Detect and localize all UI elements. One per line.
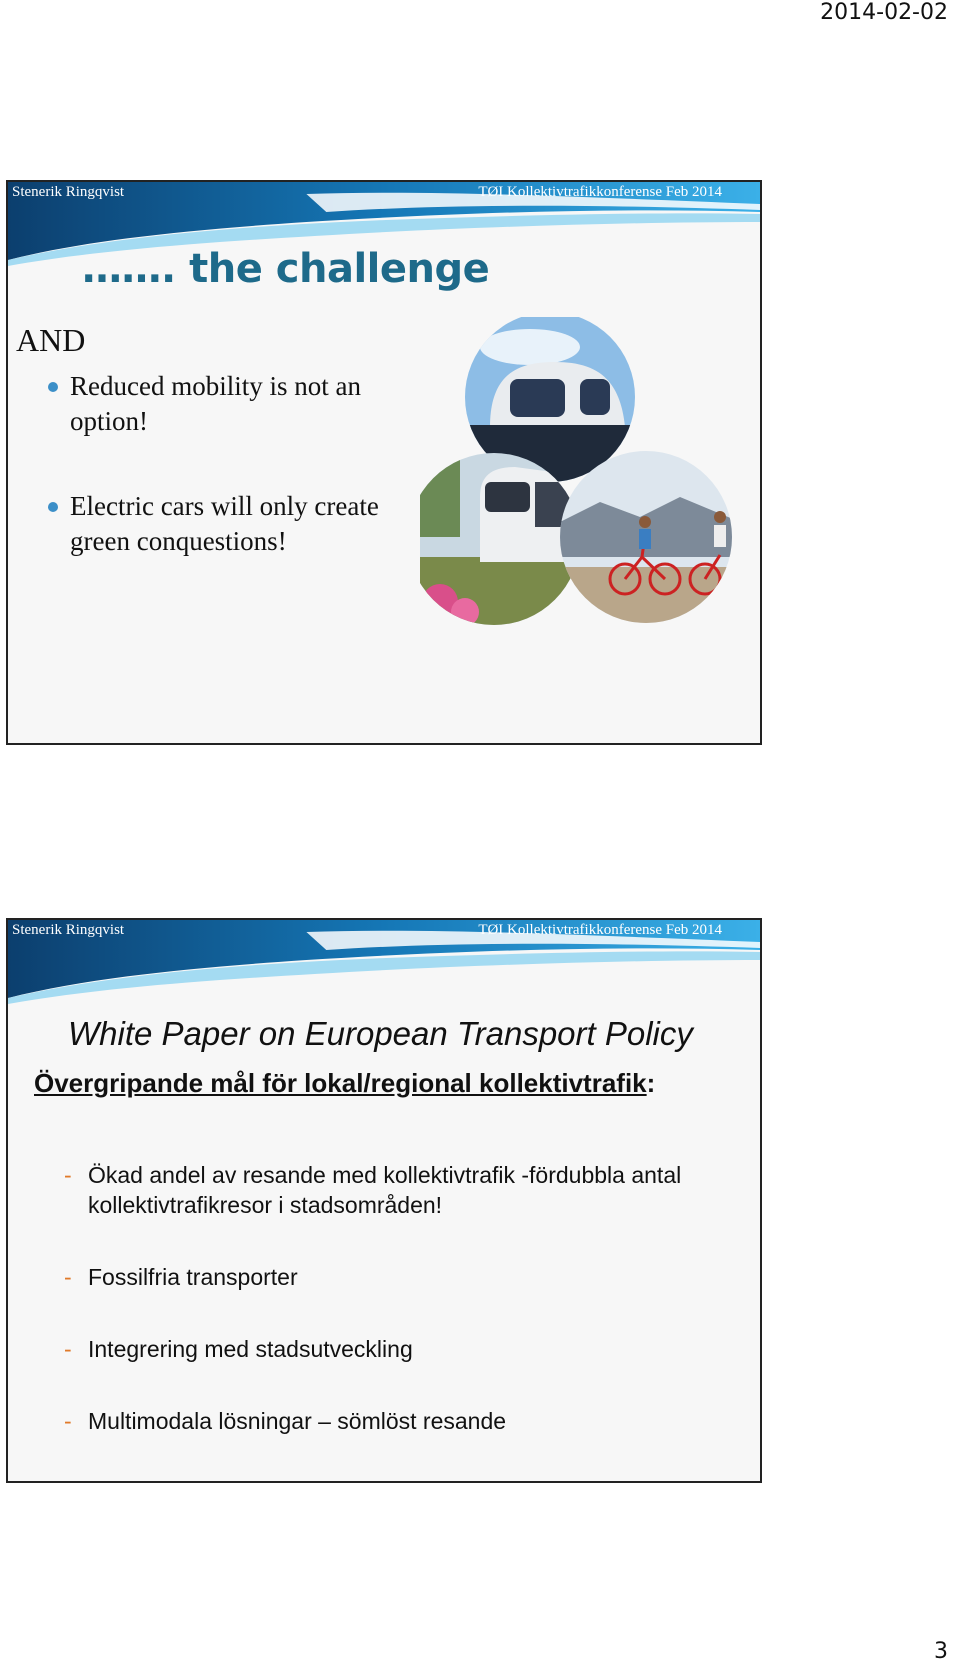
bullet-icon	[48, 382, 58, 392]
slide-challenge	[6, 180, 762, 745]
list-item: - Multimodala lösningar – sömlöst resande	[64, 1408, 507, 1434]
dash-bullet: -	[64, 1162, 72, 1188]
intro-text: AND	[16, 322, 86, 358]
conference-name: TØI Kollektivtrafikkonferense Feb 2014	[478, 922, 722, 938]
goals-list	[64, 1160, 754, 1436]
presenter-name: Stenerik Ringqvist	[12, 922, 125, 938]
page-date: 2014-02-02	[820, 0, 948, 25]
dash-bullet: -	[64, 1336, 72, 1362]
subtitle-text: Övergripande mål för lokal/regional kollektivtrafik	[34, 1068, 647, 1098]
list-item: Reduced mobility is not an option!	[48, 369, 428, 439]
dash-bullet: -	[64, 1408, 72, 1434]
slide-title: ……. the challenge	[82, 246, 490, 292]
transport-photo-collage	[420, 317, 760, 627]
page-number: 3	[934, 1639, 948, 1664]
conference-name: TØI Kollektivtrafikkonferense Feb 2014	[478, 184, 722, 200]
dash-bullet: -	[64, 1264, 72, 1290]
presenter-name: Stenerik Ringqvist	[12, 184, 125, 200]
slide-white-paper	[6, 918, 762, 1483]
bullet-list	[48, 369, 428, 609]
subtitle-colon: :	[646, 1068, 656, 1098]
slide-title: White Paper on European Transport Policy	[68, 1015, 693, 1052]
bullet-icon	[48, 502, 58, 512]
list-item: Electric cars will only create green conquestions!	[48, 489, 428, 559]
list-item: - Ökad andel av resande med kollektivtrafik -fördubbla antal kollektivtrafikresor i stadsområden!	[64, 1162, 682, 1218]
list-item: - Integrering med stadsutveckling	[64, 1336, 413, 1362]
slide-subtitle	[34, 1068, 655, 1099]
list-item: - Fossilfria transporter	[64, 1264, 298, 1290]
